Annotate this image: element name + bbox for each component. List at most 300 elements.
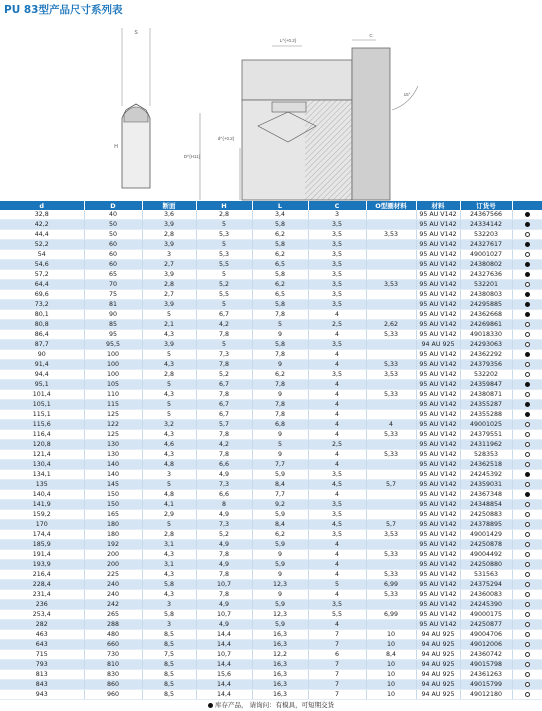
availability-cell — [512, 350, 542, 360]
table-cell: 2,8 — [142, 280, 196, 290]
table-cell: 100 — [84, 360, 142, 370]
table-cell: 3,6 — [142, 210, 196, 220]
table-cell: 49001429 — [460, 530, 512, 540]
inquire-circle-icon — [525, 322, 530, 327]
table-cell: 4 — [308, 570, 366, 580]
table-cell: 54,6 — [0, 260, 84, 270]
table-row — [0, 510, 542, 520]
stock-dot-icon — [208, 703, 213, 708]
col-header-material: 材料 — [416, 201, 460, 210]
table-cell: 4,3 — [142, 550, 196, 560]
table-cell: 95 AU V142 — [416, 330, 460, 340]
table-row — [0, 620, 542, 630]
table-cell: 12,3 — [252, 610, 308, 620]
table-cell: 5,33 — [366, 590, 416, 600]
table-cell: 4 — [308, 430, 366, 440]
table-cell: 95 AU V142 — [416, 520, 460, 530]
table-cell: 2,8 — [142, 230, 196, 240]
stock-dot-icon — [525, 472, 530, 477]
table-cell: 5,8 — [252, 240, 308, 250]
table-cell: 813 — [0, 670, 84, 680]
table-cell: 95 AU V142 — [416, 370, 460, 380]
table-row — [0, 310, 542, 320]
housing-label-d-small: d^{+0.2} — [217, 136, 235, 141]
table-cell: 3,5 — [308, 270, 366, 280]
inquire-circle-icon — [525, 572, 530, 577]
table-cell: 3,5 — [308, 250, 366, 260]
table-cell: 3,5 — [308, 300, 366, 310]
table-cell: 4,3 — [142, 330, 196, 340]
legend-text: 库存产品， 请询问：有模具，可短期交货 — [215, 701, 335, 709]
table-cell: 70 — [84, 280, 142, 290]
table-cell: 860 — [84, 680, 142, 690]
table-cell: 24250883 — [460, 510, 512, 520]
availability-cell — [512, 480, 542, 490]
table-cell: 57,2 — [0, 270, 84, 280]
table-cell: 95 AU V142 — [416, 220, 460, 230]
table-cell: 7 — [308, 690, 366, 700]
table-cell: 95 AU V142 — [416, 470, 460, 480]
table-cell: 49018330 — [460, 330, 512, 340]
table-cell: 4,8 — [142, 460, 196, 470]
legend — [0, 700, 542, 709]
inquire-circle-icon — [525, 622, 530, 627]
table-cell: 3,53 — [366, 530, 416, 540]
table-cell: 532203 — [460, 230, 512, 240]
table-cell: 165 — [84, 510, 142, 520]
table-cell — [366, 620, 416, 630]
availability-cell — [512, 460, 542, 470]
table-cell — [366, 400, 416, 410]
table-cell: 3,5 — [308, 370, 366, 380]
table-cell: 5,9 — [252, 560, 308, 570]
inquire-circle-icon — [525, 522, 530, 527]
stock-dot-icon — [525, 302, 530, 307]
inquire-circle-icon — [525, 252, 530, 257]
table-cell: 95 AU V142 — [416, 380, 460, 390]
table-cell: 95 AU V142 — [416, 290, 460, 300]
table-row — [0, 410, 542, 420]
table-cell: 7 — [308, 660, 366, 670]
table-row — [0, 330, 542, 340]
table-cell: 4 — [308, 330, 366, 340]
table-cell: 7,7 — [252, 460, 308, 470]
table-cell: 121,4 — [0, 450, 84, 460]
table-row — [0, 420, 542, 430]
table-cell: 4 — [308, 620, 366, 630]
table-row — [0, 340, 542, 350]
table-row — [0, 290, 542, 300]
availability-cell — [512, 240, 542, 250]
dimension-table — [0, 201, 542, 700]
inquire-circle-icon — [525, 692, 530, 697]
table-cell: 4,9 — [196, 540, 252, 550]
table-cell: 3,53 — [366, 370, 416, 380]
table-cell: 8,5 — [142, 680, 196, 690]
table-cell: 90 — [84, 310, 142, 320]
table-cell: 85 — [84, 320, 142, 330]
table-cell: 24250878 — [460, 540, 512, 550]
table-cell: 105,1 — [0, 400, 84, 410]
table-cell: 9 — [252, 330, 308, 340]
table-row — [0, 430, 542, 440]
table-row — [0, 220, 542, 230]
table-cell: 240 — [84, 590, 142, 600]
table-cell: 4 — [308, 490, 366, 500]
stock-dot-icon — [525, 222, 530, 227]
table-cell: 9 — [252, 550, 308, 560]
table-cell: 2,8 — [142, 530, 196, 540]
col-header-availability — [512, 201, 542, 210]
table-cell: 532201 — [460, 280, 512, 290]
table-cell: 7,8 — [252, 400, 308, 410]
table-cell: 94 AU 925 — [416, 670, 460, 680]
table-cell: 10 — [366, 680, 416, 690]
col-header-L: L — [252, 201, 308, 210]
table-cell: 4,9 — [196, 510, 252, 520]
table-cell: 24378895 — [460, 520, 512, 530]
availability-cell — [512, 670, 542, 680]
table-cell: 3,53 — [366, 280, 416, 290]
table-cell: 5 — [142, 410, 196, 420]
table-cell: 24367348 — [460, 490, 512, 500]
table-cell: 5,7 — [196, 420, 252, 430]
table-cell: 6,6 — [196, 460, 252, 470]
table-cell: 24355287 — [460, 400, 512, 410]
table-cell: 73,2 — [0, 300, 84, 310]
table-cell: 2,8 — [196, 210, 252, 220]
table-cell: 24348854 — [460, 500, 512, 510]
table-cell: 3 — [308, 210, 366, 220]
table-cell: 87,7 — [0, 340, 84, 350]
table-cell: 4,3 — [142, 390, 196, 400]
table-cell: 5,3 — [196, 230, 252, 240]
table-cell: 115 — [84, 400, 142, 410]
table-cell: 65 — [84, 270, 142, 280]
table-cell: 16,3 — [252, 640, 308, 650]
table-cell — [366, 380, 416, 390]
table-cell: 49012006 — [460, 640, 512, 650]
table-cell: 3,5 — [308, 220, 366, 230]
table-cell: 24362518 — [460, 460, 512, 470]
inquire-circle-icon — [525, 422, 530, 427]
table-cell: 95 AU V142 — [416, 440, 460, 450]
table-cell: 3,53 — [366, 230, 416, 240]
table-row — [0, 480, 542, 490]
table-cell: 225 — [84, 570, 142, 580]
table-cell: 5,9 — [252, 470, 308, 480]
table-cell: 94,4 — [0, 370, 84, 380]
table-cell: 24355288 — [460, 410, 512, 420]
housing-label-d: D^{H11} — [183, 154, 201, 159]
table-cell: 12,2 — [252, 650, 308, 660]
availability-cell — [512, 420, 542, 430]
table-row — [0, 380, 542, 390]
table-cell: 95 AU V142 — [416, 460, 460, 470]
availability-cell — [512, 410, 542, 420]
table-cell: 135 — [0, 480, 84, 490]
table-cell: 141,9 — [0, 500, 84, 510]
table-row — [0, 450, 542, 460]
table-cell: 24375294 — [460, 580, 512, 590]
table-cell: 95 AU V142 — [416, 230, 460, 240]
table-cell: 10 — [366, 630, 416, 640]
table-row — [0, 370, 542, 380]
table-cell: 95,5 — [84, 340, 142, 350]
table-cell: 54 — [0, 250, 84, 260]
table-cell: 49004706 — [460, 630, 512, 640]
inquire-circle-icon — [525, 672, 530, 677]
table-cell: 4,2 — [196, 440, 252, 450]
table-cell: 130,4 — [0, 460, 84, 470]
availability-cell — [512, 380, 542, 390]
table-cell: 49001027 — [460, 250, 512, 260]
table-cell: 116,4 — [0, 430, 84, 440]
table-cell: 3 — [142, 620, 196, 630]
table-cell: 3 — [142, 470, 196, 480]
table-row — [0, 260, 542, 270]
table-cell: 5 — [196, 340, 252, 350]
table-cell: 95 AU V142 — [416, 240, 460, 250]
table-cell: 7,8 — [196, 390, 252, 400]
table-cell: 3,9 — [142, 240, 196, 250]
table-cell: 90 — [0, 350, 84, 360]
table-cell: 10,7 — [196, 610, 252, 620]
table-cell: 24360083 — [460, 590, 512, 600]
table-cell: 6,7 — [196, 410, 252, 420]
table-cell — [366, 340, 416, 350]
table-cell — [366, 440, 416, 450]
table-cell: 24360742 — [460, 650, 512, 660]
inquire-circle-icon — [525, 542, 530, 547]
table-cell: 6,7 — [196, 310, 252, 320]
table-cell: 24250877 — [460, 620, 512, 630]
table-cell: 5,33 — [366, 360, 416, 370]
table-cell: 9,2 — [252, 500, 308, 510]
table-cell: 228,4 — [0, 580, 84, 590]
table-cell: 253,4 — [0, 610, 84, 620]
table-cell — [366, 470, 416, 480]
availability-cell — [512, 570, 542, 580]
table-cell: 180 — [84, 520, 142, 530]
table-cell: 5 — [142, 350, 196, 360]
table-cell: 715 — [0, 650, 84, 660]
table-cell: 24361263 — [460, 670, 512, 680]
table-cell: 95 AU V142 — [416, 360, 460, 370]
table-cell — [366, 300, 416, 310]
table-row — [0, 470, 542, 480]
table-cell: 105 — [84, 380, 142, 390]
table-cell: 180 — [84, 530, 142, 540]
table-cell — [366, 240, 416, 250]
table-cell: 6,2 — [252, 530, 308, 540]
inquire-circle-icon — [525, 602, 530, 607]
availability-cell — [512, 470, 542, 480]
table-cell: 3,1 — [142, 560, 196, 570]
table-cell: 3 — [142, 600, 196, 610]
table-cell — [366, 560, 416, 570]
table-cell: 7,7 — [252, 490, 308, 500]
table-row — [0, 280, 542, 290]
table-cell: 60 — [84, 240, 142, 250]
table-cell: 16,3 — [252, 660, 308, 670]
table-cell: 64,4 — [0, 280, 84, 290]
table-cell: 6,2 — [252, 230, 308, 240]
table-cell — [366, 490, 416, 500]
col-header-H: H — [196, 201, 252, 210]
table-cell: 3,4 — [252, 210, 308, 220]
availability-cell — [512, 690, 542, 700]
availability-cell — [512, 340, 542, 350]
table-row — [0, 300, 542, 310]
table-cell: 130 — [84, 440, 142, 450]
table-row — [0, 590, 542, 600]
table-cell: 3,5 — [308, 280, 366, 290]
table-cell: 24245392 — [460, 470, 512, 480]
table-cell: 95 AU V142 — [416, 410, 460, 420]
availability-cell — [512, 540, 542, 550]
table-cell: 288 — [84, 620, 142, 630]
table-cell: 95 AU V142 — [416, 540, 460, 550]
table-cell: 95 AU V142 — [416, 590, 460, 600]
table-cell: 4,3 — [142, 590, 196, 600]
inquire-circle-icon — [525, 362, 530, 367]
table-cell — [366, 250, 416, 260]
table-cell: 100 — [84, 350, 142, 360]
table-cell: 9 — [252, 570, 308, 580]
table-cell: 95 AU V142 — [416, 210, 460, 220]
table-cell: 4,9 — [196, 470, 252, 480]
table-row — [0, 230, 542, 240]
table-cell: 14,4 — [196, 660, 252, 670]
table-cell: 95 AU V142 — [416, 280, 460, 290]
table-cell — [366, 290, 416, 300]
table-cell: 95 AU V142 — [416, 600, 460, 610]
table-cell: 14,4 — [196, 640, 252, 650]
table-row — [0, 520, 542, 530]
table-cell: 145 — [84, 480, 142, 490]
table-cell: 52,2 — [0, 240, 84, 250]
table-cell: 7 — [308, 630, 366, 640]
table-cell: 94 AU 925 — [416, 650, 460, 660]
col-header-D: D — [84, 201, 142, 210]
table-cell: 5,7 — [366, 480, 416, 490]
table-cell: 240 — [84, 580, 142, 590]
table-cell: 7,3 — [196, 350, 252, 360]
table-cell: 7,3 — [196, 520, 252, 530]
table-cell: 8,4 — [252, 480, 308, 490]
table-cell: 960 — [84, 690, 142, 700]
availability-cell — [512, 280, 542, 290]
table-row — [0, 560, 542, 570]
seal-cross-section-drawing — [0, 18, 542, 201]
table-row — [0, 580, 542, 590]
table-row — [0, 550, 542, 560]
col-header-d: d — [0, 201, 84, 210]
table-cell: 236 — [0, 600, 84, 610]
table-cell: 4,1 — [142, 500, 196, 510]
table-cell: 6,2 — [252, 370, 308, 380]
table-cell: 5,8 — [142, 610, 196, 620]
table-cell: 95 AU V142 — [416, 270, 460, 280]
availability-cell — [512, 630, 542, 640]
table-row — [0, 250, 542, 260]
table-cell — [366, 270, 416, 280]
table-cell: 4 — [308, 420, 366, 430]
table-row — [0, 440, 542, 450]
table-cell: 3,1 — [142, 540, 196, 550]
table-cell: 8,4 — [366, 650, 416, 660]
table-cell: 5,5 — [308, 610, 366, 620]
table-cell: 4 — [308, 390, 366, 400]
table-cell: 191,4 — [0, 550, 84, 560]
availability-cell — [512, 250, 542, 260]
table-cell: 24269861 — [460, 320, 512, 330]
table-cell: 8,5 — [142, 660, 196, 670]
table-cell: 7,3 — [196, 480, 252, 490]
table-cell: 95 AU V142 — [416, 570, 460, 580]
inquire-circle-icon — [525, 682, 530, 687]
table-cell: 95 AU V142 — [416, 310, 460, 320]
table-cell: 14,4 — [196, 690, 252, 700]
table-cell: 16,3 — [252, 670, 308, 680]
table-cell: 95 AU V142 — [416, 580, 460, 590]
table-cell: 10 — [366, 670, 416, 680]
table-cell: 4,8 — [142, 490, 196, 500]
table-cell: 40 — [84, 210, 142, 220]
availability-cell — [512, 610, 542, 620]
table-cell: 3 — [142, 250, 196, 260]
table-cell: 3,5 — [308, 510, 366, 520]
table-cell: 95 AU V142 — [416, 260, 460, 270]
stock-dot-icon — [525, 412, 530, 417]
table-cell: 9 — [252, 360, 308, 370]
table-cell: 110 — [84, 390, 142, 400]
table-cell: 130 — [84, 450, 142, 460]
inquire-circle-icon — [525, 592, 530, 597]
table-cell: 94 AU 925 — [416, 690, 460, 700]
table-cell: 24334142 — [460, 220, 512, 230]
table-cell: 793 — [0, 660, 84, 670]
table-cell: 140 — [84, 470, 142, 480]
availability-cell — [512, 650, 542, 660]
table-cell: 2,9 — [142, 510, 196, 520]
table-cell: 4,5 — [308, 480, 366, 490]
table-cell: 7,8 — [196, 550, 252, 560]
table-cell: 5,8 — [252, 270, 308, 280]
table-row — [0, 630, 542, 640]
table-cell: 2,62 — [366, 320, 416, 330]
table-cell — [366, 500, 416, 510]
stock-dot-icon — [525, 272, 530, 277]
table-cell: 81 — [84, 300, 142, 310]
table-cell: 4,2 — [196, 320, 252, 330]
availability-cell — [512, 300, 542, 310]
table-cell: 10 — [366, 660, 416, 670]
table-cell: 5,7 — [366, 520, 416, 530]
inquire-circle-icon — [525, 462, 530, 467]
table-cell: 24379551 — [460, 430, 512, 440]
inquire-circle-icon — [525, 392, 530, 397]
table-cell: 7,8 — [252, 410, 308, 420]
table-cell: 3,9 — [142, 340, 196, 350]
table-cell: 4,9 — [196, 620, 252, 630]
availability-cell — [512, 530, 542, 540]
availability-cell — [512, 360, 542, 370]
table-cell: 24250880 — [460, 560, 512, 570]
table-cell: 95 AU V142 — [416, 300, 460, 310]
table-cell: 185,9 — [0, 540, 84, 550]
